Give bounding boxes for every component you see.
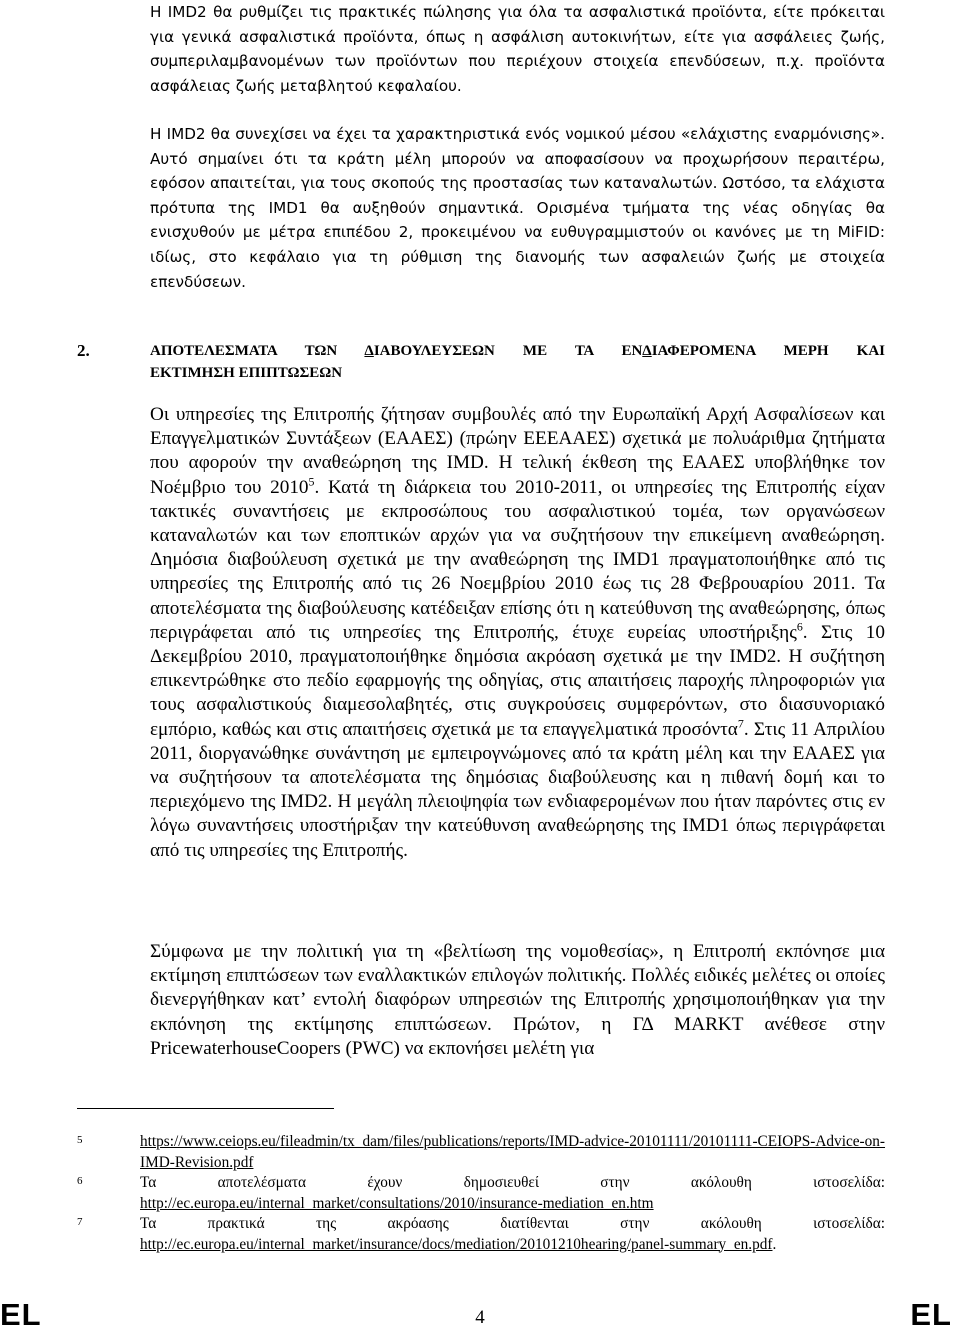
- paragraph-imd2-scope: Η IMD2 θα ρυθμίζει τις πρακτικές πώλησης για όλα τα ασφαλιστικά προϊόντα, είτε πρόκειται για γενικά ασφαλιστικά προϊόντα, όπως η ασφάλιση αυτοκινήτων, είτε για ασφάλειες ζωής, συμπεριλαμβανομένων των προϊόντων που περιέχουν στοιχεία επενδύσεων, π.χ. προϊόντα ασφάλειας ζωής μεταβλητού κεφαλαίου.: [150, 3, 885, 95]
- footnote-5: [77, 1132, 885, 1173]
- paragraph-imd2-minimum-harmonisation: Η IMD2 θα συνεχίσει να έχει τα χαρακτηριστικά ενός νομικού μέσου «ελάχιστης εναρμόνισης». Αυτό σημαίνει ότι τα κράτη μέλη μπορούν να αποφασίσουν να προχωρήσουν περαιτέρω, εφόσον απαιτείται, για τους σκοπούς της προστασίας των καταναλωτών. Ωστόσο, τα ελάχιστα πρότυπα της IMD1 θα αυξηθούν σημαντικά. Ορισμένα τμήματα της νέας οδηγίας θα ενισχυθούν με μέτρα επιπέδου 2, προκειμένου να ευθυγραμμιστούν οι κανόνες με τη MiFID: ιδίως, στο κεφάλαιο για τη ρύθμιση της διανομής των ασφαλειών ζωής με στοιχεία επενδύσεων.: [150, 125, 885, 291]
- footnote-7-link[interactable]: http://ec.europa.eu/internal_market/insurance/docs/mediation/20101210hearing/panel-summary_en.pdf: [140, 1235, 773, 1253]
- footnote-separator: [77, 1108, 334, 1109]
- footnote-number: 7: [77, 1216, 83, 1228]
- footnote-number: 6: [77, 1175, 83, 1187]
- footer-language-right: EL: [910, 1297, 952, 1332]
- page-number: 4: [475, 1307, 485, 1328]
- paragraph-consultations: Οι υπηρεσίες της Επιτροπής ζήτησαν συμβουλές από την Ευρωπαϊκή Αρχή Ασφαλίσεων και Επαγγελματικών Συντάξεων (ΕΑΑΕΣ) (πρώην ΕΕΕΑΑΕΣ) σχετικά με πολυάριθμα ζητήματα που αφορούν την αναθεώρηση της IMD. Η τελική έκθεση της ΕΑΑΕΣ υποβλήθηκε τον Νοέμβριο του 2010$^5$. Κατά τη διάρκεια του 2010-2011, οι υπηρεσίες της Επιτροπής είχαν τακτικές συναντήσεις με εκπροσώπους του ασφαλιστικού τομέα, των οργανώσεων καταναλωτών και των εποπτικών αρχών για να συζητήσουν την επικείμενη αναθεώρηση. Δημόσια διαβούλευση σχετικά με την αναθεώρηση της IMD1 πραγματοποιήθηκε από τις υπηρεσίες της Επιτροπής από τις 26 Νοεμβρίου 2010 έως τις 28 Φεβρουαρίου 2011. Τα αποτελέσματα της διαβούλευσης κατέδειξαν επίσης ότι η κατεύθυνση της αναθεώρησης, όπως περιγράφεται από τις υπηρεσίες της Επιτροπής, έτυχε ευρείας υποστήριξης$^6$. Στις 10 Δεκεμβρίου 2010, πραγματοποιήθηκε δημόσια ακρόαση σχετικά με την IMD2. Η συζήτηση επικεντρώθηκε στο πεδίο εφαρμογής της οδηγίας, στις απαιτήσεις παροχής πληροφοριών για τους ασφαλιστικούς διαμεσολαβητές, στις συγκρούσεις συμφερόντων, στο διασυνοριακό εμπόριο, καθώς και στις απαιτήσεις σχετικά με τα επαγγελματικά προσόντα$^7$. Στις 11 Απριλίου 2011, διοργανώθηκε συνάντηση με εμπειρογνώμονες από τα κράτη μέλη και την ΕΑΑΕΣ για να συζητήσουν τα αποτελέσματα της δημόσιας διαβούλευσης και η πιθανή δομή και το περιεχόμενο της IMD2. Η μεγάλη πλειοψηφία των ενδιαφερομένων που ήταν παρόντες στις εν λόγω συναντήσεις υποστήριξαν την κατεύθυνση αναθεώρησης της IMD1 όπως περιγράφεται από τις υπηρεσίες της Επιτροπής.: [150, 404, 885, 861]
- footnote-ref-6[interactable]: 6: [796, 619, 803, 634]
- footnote-number: 5: [77, 1134, 83, 1146]
- footnote-7: 7 Τα πρακτικά της ακρόασης διατίθενται στην ακόλουθη ιστοσελίδα: http://ec.europa.eu/internal_market/insurance/docs/mediation/20101210hearing/panel-summary_en.pdf.: [77, 1214, 885, 1255]
- paragraph-impact-assessment: Σύμφωνα με την πολιτική για τη «βελτίωση της νομοθεσίας», η Επιτροπή εκπόνησε μια εκτίμηση επιπτώσεων των εναλλακτικών επιλογών πολιτικής. Πολλές ειδικές μελέτες οι οποίες διενεργήθηκαν κατ’ εντολή διαφόρων υπηρεσιών της Επιτροπής χρησιμοποιήθηκαν για την εκπόνηση της εκτίμησης επιπτώσεων. Πρώτον, η ΓΔ MARKT ανέθεσε στην PricewaterhouseCoopers (PWC) να εκπονήσει μελέτη για: [150, 941, 885, 1059]
- footer-language-left: EL: [0, 1297, 42, 1332]
- footnote-ref-5[interactable]: 5: [308, 474, 315, 489]
- footnote-ref-7[interactable]: 7: [737, 716, 744, 731]
- footnote-6-link[interactable]: http://ec.europa.eu/internal_market/consultations/2010/insurance-mediation_en.htm: [140, 1194, 654, 1212]
- section-number: 2.: [77, 341, 90, 360]
- footnote-6: 6 Τα αποτελέσματα έχουν δημοσιευθεί στην ακόλουθη ιστοσελίδα: http://ec.europa.eu/internal_market/consultations/2010/insurance-mediation_en.htm: [77, 1173, 885, 1214]
- section-heading: [77, 340, 885, 384]
- footnote-5-link[interactable]: https://www.ceiops.eu/fileadmin/tx_dam/files/publications/reports/IMD-advice-20101111/20101111-CEIOPS-Advice-on-IMD-Revision.pdf: [140, 1133, 886, 1171]
- section-title-line1: ΑΠΟΤΕΛΕΣΜΑΤΑ ΤΩΝ ΔΙΑΒΟΥΛΕΥΣΕΩΝ ΜΕ ΤΑ ΕΝΔΙΑΦΕΡΟΜΕΝΑ ΜΕΡΗ ΚΑΙ: [150, 343, 885, 359]
- section-title-line2: ΕΚΤΙΜΗΣΗ ΕΠΙΠΤΩΣΕΩΝ: [150, 365, 343, 381]
